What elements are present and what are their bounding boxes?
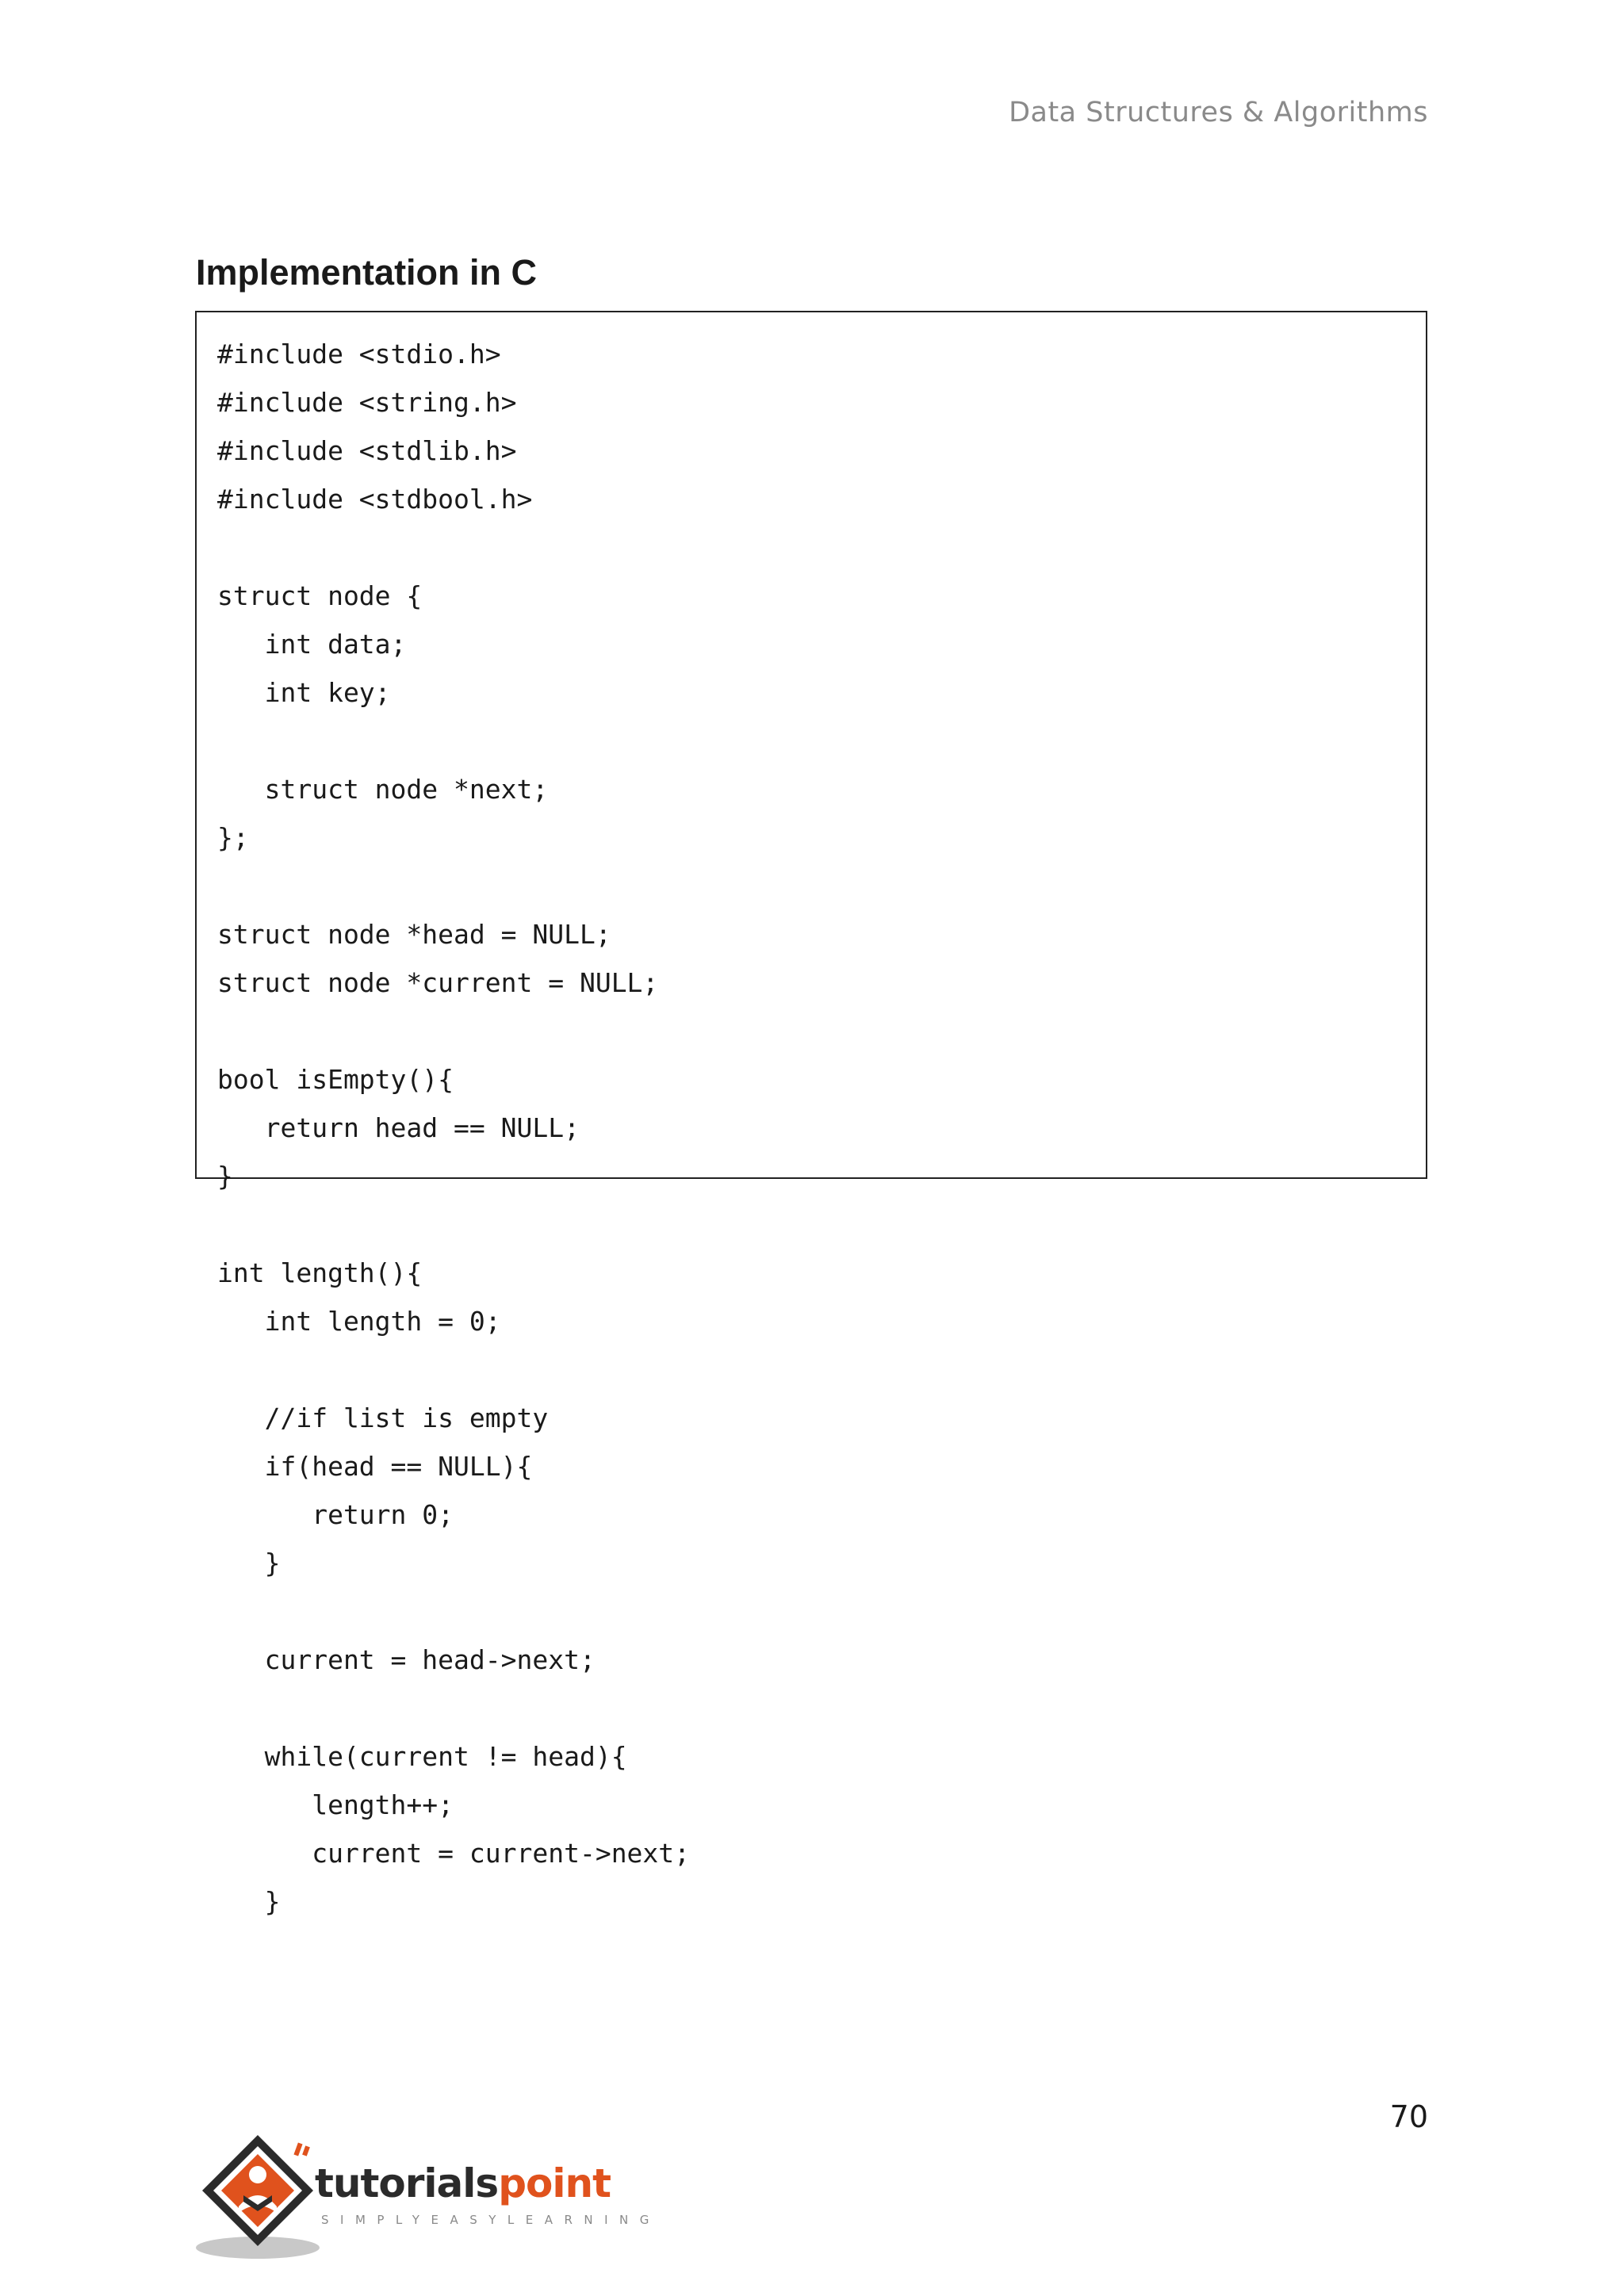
logo-tagline: SIMPLYEASYLEARNING [321, 2213, 661, 2227]
code-line: #include <stdbool.h> [217, 484, 533, 515]
code-lines [217, 330, 1410, 1926]
code-line: }; [217, 822, 249, 853]
code-line: #include <stdlib.h> [217, 435, 517, 466]
code-line [217, 862, 1410, 910]
code-line: return head == NULL; [217, 1112, 580, 1143]
code-line: struct node { [217, 580, 423, 611]
tutorialspoint-logo [194, 2129, 661, 2263]
code-line: int length(){ [217, 1257, 423, 1288]
code-line: return 0; [217, 1499, 454, 1530]
code-line [217, 717, 1410, 765]
code-line: } [217, 1548, 281, 1578]
code-line: } [217, 1161, 233, 1192]
code-line [217, 1007, 1410, 1055]
code-line: } [217, 1886, 281, 1917]
code-line [217, 1684, 1410, 1732]
code-line: bool isEmpty(){ [217, 1064, 454, 1095]
code-line: current = current->next; [217, 1838, 691, 1869]
code-line: length++; [217, 1789, 454, 1820]
code-line: struct node *current = NULL; [217, 967, 659, 998]
running-header: Data Structures & Algorithms [1009, 97, 1428, 128]
code-line: int data; [217, 629, 407, 660]
logo-emblem-icon [194, 2129, 321, 2263]
code-line: #include <string.h> [217, 387, 517, 418]
code-line: struct node *next; [217, 774, 549, 805]
code-line: while(current != head){ [217, 1741, 627, 1772]
code-line [217, 1345, 1410, 1394]
code-line: int length = 0; [217, 1306, 501, 1337]
code-line: //if list is empty [217, 1402, 549, 1433]
code-line: int key; [217, 677, 391, 708]
code-line [217, 1200, 1410, 1249]
logo-word-part1: tutorials [315, 2160, 499, 2206]
code-line: struct node *head = NULL; [217, 919, 611, 950]
logo-wordmark [315, 2160, 611, 2206]
code-line: if(head == NULL){ [217, 1451, 533, 1482]
section-title: Implementation in C [196, 252, 538, 293]
code-line [217, 1587, 1410, 1636]
page-number: 70 [1389, 2099, 1428, 2134]
code-line: #include <stdio.h> [217, 339, 501, 369]
code-block [195, 311, 1427, 1917]
code-line: current = head->next; [217, 1644, 596, 1675]
logo-word-part2: point [498, 2160, 611, 2206]
code-line [217, 523, 1410, 572]
